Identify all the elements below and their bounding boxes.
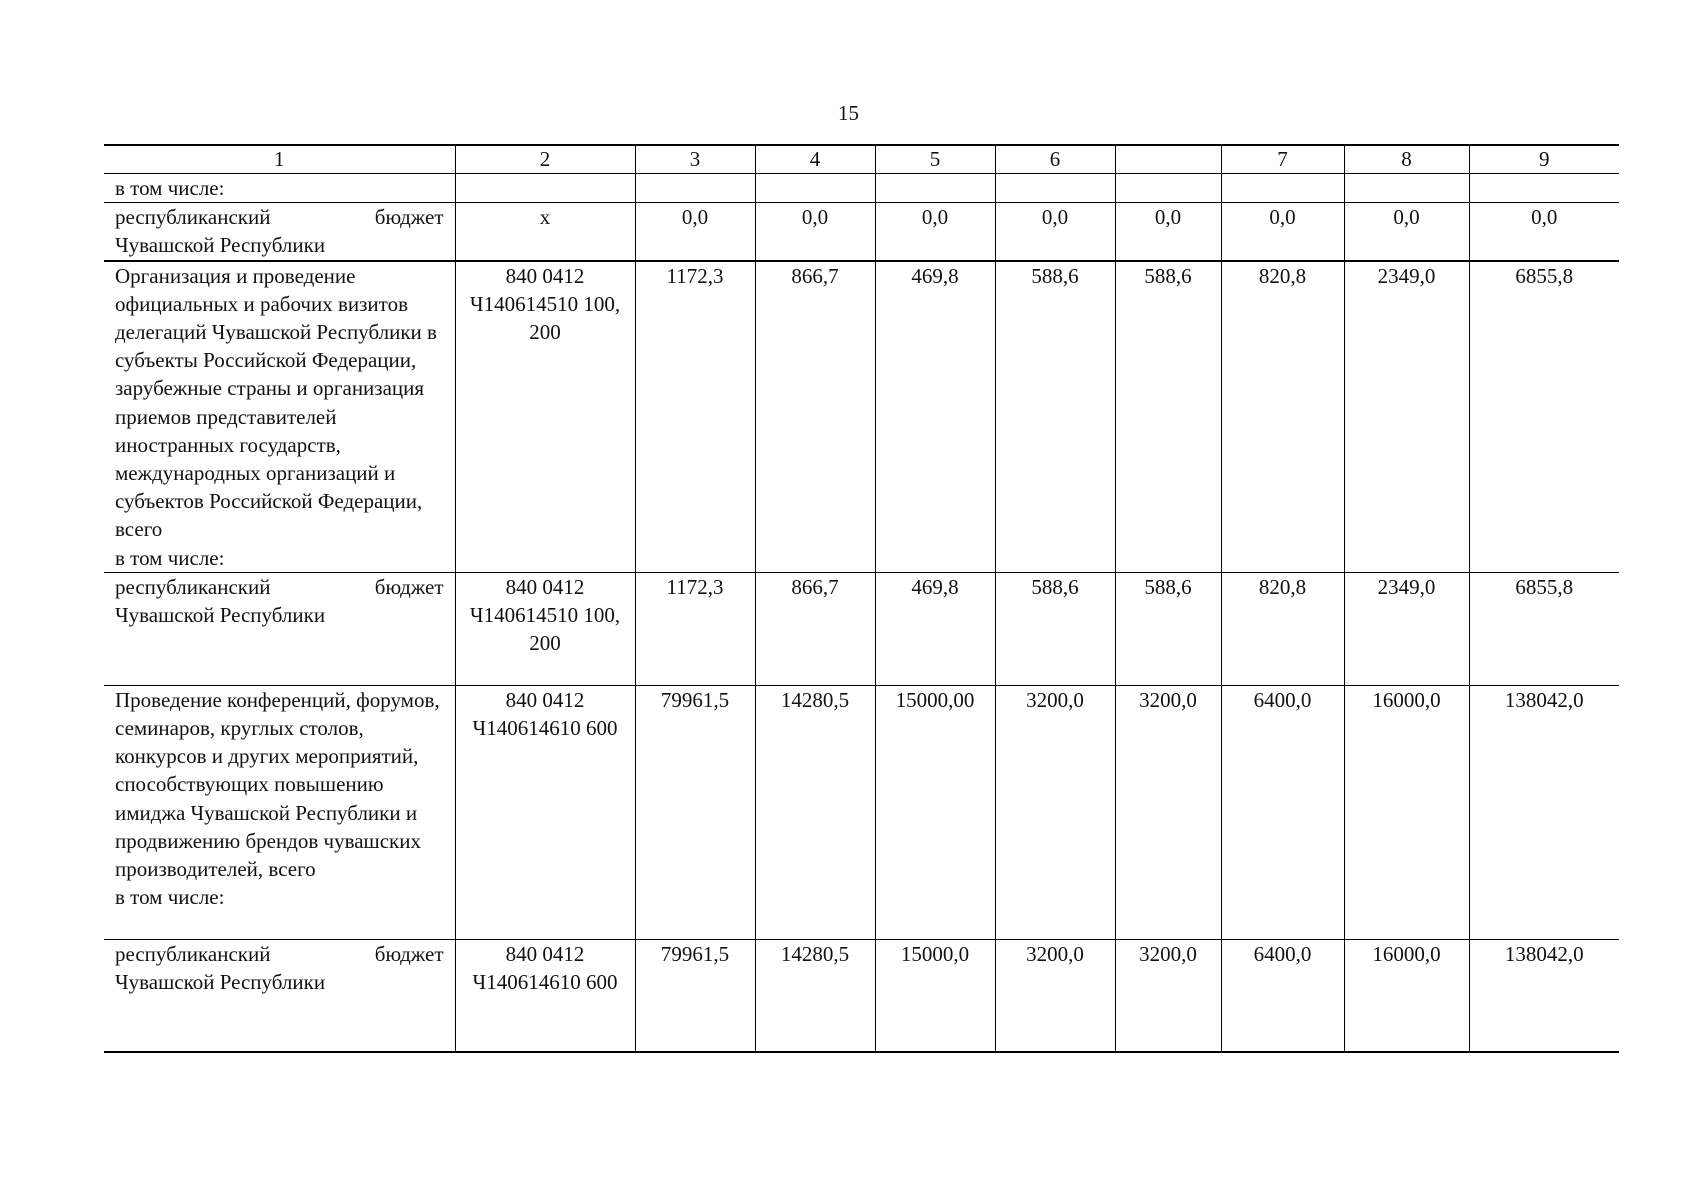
- value-cell: [1115, 174, 1221, 203]
- value-cell: 820,8: [1221, 572, 1344, 685]
- value-cell: 820,8: [1221, 261, 1344, 573]
- value-cell: 14280,5: [755, 939, 875, 1052]
- table-row: [104, 939, 1619, 1052]
- value-cell: 2349,0: [1344, 261, 1469, 573]
- value-cell: 3200,0: [995, 939, 1115, 1052]
- value-cell: 0,0: [995, 203, 1115, 261]
- value-cell: 15000,00: [875, 685, 995, 939]
- table-row: [104, 685, 1619, 939]
- value-cell: 6400,0: [1221, 939, 1344, 1052]
- row-code: х: [455, 203, 635, 261]
- column-header: 4: [755, 145, 875, 174]
- row-name: республиканский бюджет Чувашской Республики: [104, 203, 455, 261]
- value-cell: 79961,5: [635, 939, 755, 1052]
- page-number: 15: [838, 101, 859, 125]
- row-name-cell: [104, 685, 455, 939]
- row-name: Организация и проведение официальных и рабочих визитов делегаций Чувашской Республики в субъекты Российской Федерации, зарубежные страны и организация приемов представителей иностранных государств, международных организаций и субъектов Российской Федерации, всего: [115, 263, 437, 542]
- value-cell: 0,0: [1221, 203, 1344, 261]
- value-cell: [875, 174, 995, 203]
- value-cell: 138042,0: [1469, 685, 1619, 939]
- value-cell: 79961,5: [635, 685, 755, 939]
- value-cell: 588,6: [995, 261, 1115, 573]
- value-cell: 1172,3: [635, 261, 755, 573]
- row-subtitle: в том числе:: [115, 545, 225, 570]
- value-cell: 588,6: [995, 572, 1115, 685]
- value-cell: 0,0: [1344, 203, 1469, 261]
- value-cell: 0,0: [755, 203, 875, 261]
- row-name-cell: [104, 261, 455, 573]
- column-header: [1115, 145, 1221, 174]
- budget-table: [104, 144, 1619, 1053]
- value-cell: 469,8: [875, 572, 995, 685]
- row-code: 840 0412 Ч140614610 600: [455, 939, 635, 1052]
- value-cell: 16000,0: [1344, 685, 1469, 939]
- column-header: 1: [104, 145, 455, 174]
- header-row: [104, 145, 1619, 174]
- value-cell: 138042,0: [1469, 939, 1619, 1052]
- value-cell: [995, 174, 1115, 203]
- value-cell: 0,0: [635, 203, 755, 261]
- value-cell: [1469, 174, 1619, 203]
- row-name: республиканский бюджет Чувашской Республики: [104, 572, 455, 685]
- value-cell: 14280,5: [755, 685, 875, 939]
- value-cell: 0,0: [1469, 203, 1619, 261]
- value-cell: 588,6: [1115, 261, 1221, 573]
- value-cell: 15000,0: [875, 939, 995, 1052]
- row-name: Проведение конференций, форумов, семинаров, круглых столов, конкурсов и других мероприятий, способствующих повышению имиджа Чувашской Республики и продвижению брендов чувашских производителей, всего: [115, 687, 440, 882]
- value-cell: 3200,0: [995, 685, 1115, 939]
- row-code: 840 0412 Ч140614510 100, 200: [455, 572, 635, 685]
- table-row: [104, 261, 1619, 573]
- value-cell: 1172,3: [635, 572, 755, 685]
- row-name: в том числе:: [104, 174, 455, 203]
- row-code: 840 0412 Ч140614610 600: [455, 685, 635, 939]
- table-row: [104, 174, 1619, 203]
- value-cell: [1344, 174, 1469, 203]
- row-code: 840 0412 Ч140614510 100, 200: [455, 261, 635, 573]
- value-cell: 6855,8: [1469, 572, 1619, 685]
- value-cell: 16000,0: [1344, 939, 1469, 1052]
- row-code: [455, 174, 635, 203]
- table-row: [104, 203, 1619, 261]
- value-cell: 866,7: [755, 572, 875, 685]
- row-subtitle: в том числе:: [115, 885, 225, 910]
- column-header: 3: [635, 145, 755, 174]
- value-cell: 0,0: [1115, 203, 1221, 261]
- value-cell: [635, 174, 755, 203]
- value-cell: 3200,0: [1115, 939, 1221, 1052]
- column-header: 6: [995, 145, 1115, 174]
- table-row: [104, 572, 1619, 685]
- column-header: 2: [455, 145, 635, 174]
- value-cell: 588,6: [1115, 572, 1221, 685]
- value-cell: 6400,0: [1221, 685, 1344, 939]
- column-header: 7: [1221, 145, 1344, 174]
- value-cell: 3200,0: [1115, 685, 1221, 939]
- column-header: 8: [1344, 145, 1469, 174]
- column-header: 5: [875, 145, 995, 174]
- value-cell: 0,0: [875, 203, 995, 261]
- value-cell: 2349,0: [1344, 572, 1469, 685]
- value-cell: 6855,8: [1469, 261, 1619, 573]
- value-cell: [755, 174, 875, 203]
- row-name: республиканский бюджет Чувашской Республики: [104, 939, 455, 1052]
- column-header: 9: [1469, 145, 1619, 174]
- value-cell: 866,7: [755, 261, 875, 573]
- value-cell: 469,8: [875, 261, 995, 573]
- value-cell: [1221, 174, 1344, 203]
